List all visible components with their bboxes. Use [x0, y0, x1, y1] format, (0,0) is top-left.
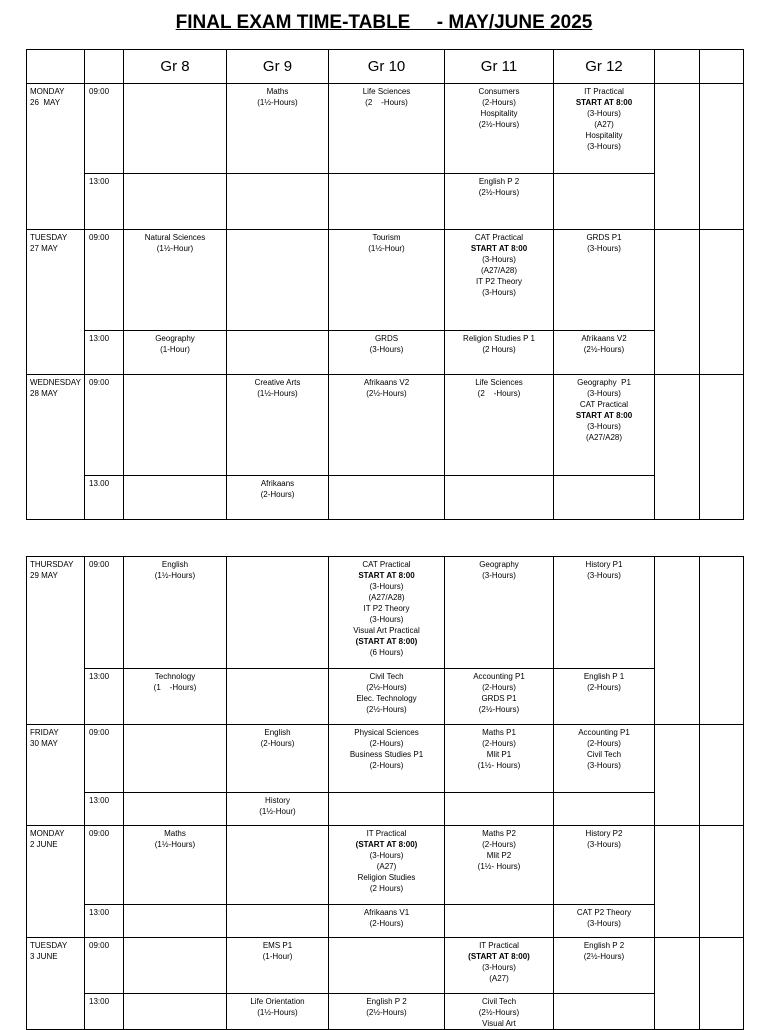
exam-line: EMS P1	[262, 941, 293, 950]
blank-column-cell	[700, 725, 744, 826]
blank-column-cell	[700, 938, 744, 1030]
exam-line: Accounting P1	[473, 672, 525, 681]
day-cell	[27, 230, 85, 375]
exam-line: English	[161, 560, 189, 569]
exam-line: Visual Art Practical	[353, 626, 420, 635]
exam-cell	[227, 557, 329, 669]
exam-line: Hospitality	[585, 131, 623, 140]
exam-line: CAT Practical	[362, 560, 411, 569]
exam-line: English P 2	[366, 997, 407, 1006]
exam-line: Maths	[266, 87, 289, 96]
exam-cell	[329, 557, 445, 669]
grade-header: Gr 10	[329, 50, 445, 84]
exam-line: (2½-Hours)	[366, 389, 407, 398]
header-empty-cell	[27, 50, 85, 84]
exam-line: (1½-Hours)	[257, 98, 298, 107]
day-cell	[27, 938, 85, 1030]
exam-line: CAT Practical	[579, 400, 629, 409]
exam-cell	[554, 793, 655, 826]
blank-column-cell	[655, 725, 700, 826]
exam-line: Afrikaans V2	[363, 378, 410, 387]
exam-cell	[124, 905, 227, 938]
exam-cell	[124, 84, 227, 174]
exam-line: Physical Sciences	[354, 728, 419, 737]
exam-line: (2-Hours)	[587, 683, 621, 692]
day-cell	[27, 725, 85, 826]
exam-line: (2½-Hours)	[478, 705, 520, 714]
exam-cell	[227, 793, 329, 826]
exam-cell	[124, 331, 227, 375]
exam-line: (3-Hours)	[587, 244, 621, 253]
exam-line: (2 -Hours)	[477, 389, 521, 398]
timetable-table-1	[26, 49, 744, 520]
table-row	[27, 826, 744, 905]
time-cell: 09:00	[85, 557, 124, 669]
exam-line: (3-Hours)	[369, 615, 404, 624]
table-row	[27, 331, 744, 375]
exam-line: (2-Hours)	[369, 739, 404, 748]
exam-line: Religion Studies P 1	[463, 334, 535, 343]
exam-line: IT Practical	[366, 829, 407, 838]
grade-header: Gr 12	[554, 50, 655, 84]
exam-line: (3-Hours)	[369, 851, 404, 860]
blank-column-cell	[700, 230, 744, 375]
exam-line: (2½-Hours)	[478, 188, 520, 197]
exam-line: GRDS	[374, 334, 399, 343]
exam-cell	[554, 331, 655, 375]
exam-line: Life Orientation	[250, 997, 305, 1006]
exam-line: CAT P2 Theory	[576, 908, 632, 917]
day-label: TUESDAY	[30, 233, 68, 242]
exam-line: (1½-Hours)	[154, 840, 196, 849]
exam-line: (2½-Hours)	[478, 1008, 520, 1017]
exam-cell	[124, 725, 227, 793]
exam-line: (2 -Hours)	[365, 98, 408, 107]
exam-line: (1½-Hour)	[259, 807, 296, 816]
blank-column-cell	[700, 84, 744, 230]
exam-line: IT P2 Theory	[476, 277, 522, 286]
exam-cell	[227, 331, 329, 375]
exam-line: Mlit P1	[486, 750, 512, 759]
exam-line: Afrikaans	[260, 479, 295, 488]
exam-line: START AT 8:00	[470, 244, 528, 253]
exam-line: (2½-Hours)	[366, 1008, 407, 1017]
exam-line: Geography	[155, 334, 195, 343]
exam-line: Elec. Technology	[356, 694, 417, 703]
exam-cell	[227, 84, 329, 174]
day-cell	[27, 826, 85, 938]
blank-column-cell	[655, 84, 700, 230]
table-row	[27, 174, 744, 230]
exam-line: History P2	[585, 829, 623, 838]
exam-line: CAT Practical	[474, 233, 524, 242]
exam-cell	[227, 725, 329, 793]
page-title: FINAL EXAM TIME-TABLE - MAY/JUNE 2025	[175, 12, 593, 33]
day-label: 28 MAY	[30, 389, 58, 398]
exam-line: (2½-Hours)	[583, 345, 625, 354]
exam-cell	[329, 331, 445, 375]
exam-line: (2-Hours)	[260, 739, 295, 748]
exam-line: GRDS P1	[481, 694, 517, 703]
time-cell: 09:00	[85, 230, 124, 331]
day-label: THURSDAY	[30, 560, 74, 569]
exam-line: (3-Hours)	[482, 571, 516, 580]
time-cell: 13:00	[85, 331, 124, 375]
exam-cell	[554, 994, 655, 1030]
grade-header: Gr 11	[445, 50, 554, 84]
exam-line: (2½-Hours)	[583, 952, 625, 961]
time-cell: 09:00	[85, 725, 124, 793]
exam-line: (A27/A28)	[368, 593, 405, 602]
day-label: 30 MAY	[30, 739, 58, 748]
exam-cell	[445, 331, 554, 375]
exam-line: (2-Hours)	[587, 739, 621, 748]
blank-column-cell	[655, 938, 700, 1030]
day-cell	[27, 84, 85, 230]
exam-cell	[445, 84, 554, 174]
exam-line: (1 -Hours)	[153, 683, 197, 692]
exam-line: (1½-Hours)	[154, 571, 196, 580]
exam-line: (START AT 8:00)	[468, 952, 530, 961]
day-label: FRIDAY	[30, 728, 59, 737]
exam-cell	[227, 938, 329, 994]
exam-line: (3-Hours)	[482, 963, 516, 972]
exam-line: (3-Hours)	[587, 389, 621, 398]
exam-cell	[124, 669, 227, 725]
exam-cell	[227, 826, 329, 905]
time-cell: 13.00	[85, 476, 124, 520]
day-label: 3 JUNE	[30, 952, 58, 961]
table-row	[27, 375, 744, 476]
exam-cell	[554, 84, 655, 174]
exam-line: Maths P1	[482, 728, 516, 737]
exam-line: IT Practical	[479, 941, 519, 950]
exam-cell	[329, 793, 445, 826]
table-row	[27, 557, 744, 669]
exam-cell	[124, 793, 227, 826]
table-row	[27, 669, 744, 725]
exam-line: (2½-Hours)	[366, 683, 407, 692]
exam-cell	[445, 557, 554, 669]
table-row	[27, 938, 744, 994]
exam-line: START AT 8:00	[575, 98, 633, 107]
exam-cell	[554, 557, 655, 669]
exam-cell	[445, 994, 554, 1030]
exam-line: (A27)	[594, 120, 614, 129]
exam-cell	[329, 174, 445, 230]
exam-line: (A27)	[489, 974, 509, 983]
exam-line: Maths	[164, 829, 186, 838]
exam-line: Afrikaans V1	[363, 908, 410, 917]
exam-line: (1½-Hours)	[257, 1008, 298, 1017]
exam-cell	[124, 938, 227, 994]
exam-cell	[445, 725, 554, 793]
exam-cell	[554, 174, 655, 230]
exam-cell	[445, 375, 554, 476]
exam-line: (2½-Hours)	[366, 705, 407, 714]
exam-line: IT Practical	[584, 87, 624, 96]
exam-cell	[445, 230, 554, 331]
blank-column-cell	[700, 826, 744, 938]
day-label: TUESDAY	[30, 941, 68, 950]
time-cell: 09:00	[85, 84, 124, 174]
exam-line: Accounting P1	[578, 728, 630, 737]
exam-line: (2-Hours)	[369, 919, 404, 928]
exam-cell	[554, 476, 655, 520]
exam-cell	[329, 725, 445, 793]
exam-line: Mlit P2	[486, 851, 512, 860]
exam-line: Technology	[154, 672, 196, 681]
exam-line: (A27/A28)	[480, 266, 518, 275]
exam-line: (START AT 8:00)	[355, 637, 418, 646]
exam-cell	[124, 826, 227, 905]
exam-cell	[329, 905, 445, 938]
table-row	[27, 476, 744, 520]
exam-line: (2 Hours)	[482, 345, 516, 354]
exam-cell	[227, 994, 329, 1030]
exam-line: (2-Hours)	[260, 490, 295, 499]
exam-line: Civil Tech	[369, 672, 404, 681]
exam-cell	[329, 669, 445, 725]
header-empty-cell	[655, 50, 700, 84]
exam-line: (1-Hour)	[262, 952, 293, 961]
exam-line: Life Sciences	[475, 378, 523, 387]
exam-line: Consumers	[478, 87, 520, 96]
exam-line: (1-Hour)	[160, 345, 190, 354]
blank-column-cell	[655, 557, 700, 725]
exam-line: English P 1	[583, 672, 625, 681]
exam-cell	[445, 905, 554, 938]
exam-cell	[445, 669, 554, 725]
day-label: 26 MAY	[30, 98, 61, 107]
exam-line: History	[265, 796, 290, 805]
table-row	[27, 994, 744, 1030]
exam-cell	[124, 375, 227, 476]
exam-line: (2-Hours)	[369, 761, 404, 770]
exam-cell	[329, 375, 445, 476]
exam-cell	[554, 905, 655, 938]
exam-line: (1½- Hours)	[477, 761, 521, 770]
exam-line: (2-Hours)	[482, 840, 516, 849]
exam-cell	[329, 476, 445, 520]
exam-line: (3-Hours)	[369, 345, 404, 354]
table-row	[27, 905, 744, 938]
exam-cell	[124, 230, 227, 331]
exam-cell	[329, 826, 445, 905]
exam-line: Geography P1	[577, 378, 631, 387]
day-label: 29 MAY	[30, 571, 58, 580]
exam-line: START AT 8:00	[575, 411, 633, 420]
exam-cell	[124, 994, 227, 1030]
exam-line: Afrikaans V2	[581, 334, 627, 343]
exam-cell	[329, 994, 445, 1030]
blank-column-cell	[655, 375, 700, 520]
exam-line: (1½-Hour)	[156, 244, 194, 253]
grade-header: Gr 9	[227, 50, 329, 84]
exam-cell	[329, 938, 445, 994]
exam-line: (START AT 8:00)	[355, 840, 418, 849]
time-cell: 09:00	[85, 938, 124, 994]
exam-line: (2½-Hours)	[478, 120, 520, 129]
exam-line: Life Sciences	[362, 87, 411, 96]
exam-line: (3-Hours)	[587, 422, 621, 431]
exam-cell	[329, 230, 445, 331]
exam-line: History P1	[585, 560, 623, 569]
exam-line: (2-Hours)	[482, 739, 516, 748]
exam-cell	[554, 375, 655, 476]
exam-line: GRDS P1	[586, 233, 622, 242]
exam-cell	[124, 476, 227, 520]
grade-header: Gr 8	[124, 50, 227, 84]
exam-line: (3-Hours)	[587, 840, 621, 849]
exam-line: (3-Hours)	[587, 571, 621, 580]
exam-line: (A27/A28)	[585, 433, 623, 442]
exam-line: (A27)	[376, 862, 397, 871]
table-row	[27, 793, 744, 826]
exam-line: (6 Hours)	[369, 648, 404, 657]
exam-line: IT P2 Theory	[363, 604, 410, 613]
exam-cell	[554, 230, 655, 331]
exam-line: START AT 8:00	[358, 571, 415, 580]
exam-cell	[227, 174, 329, 230]
exam-line: (3-Hours)	[587, 761, 621, 770]
exam-line: Natural Sciences	[144, 233, 206, 242]
exam-cell	[554, 938, 655, 994]
exam-line: Business Studies P1	[349, 750, 424, 759]
exam-cell	[227, 905, 329, 938]
exam-cell	[124, 174, 227, 230]
exam-line: English	[264, 728, 291, 737]
exam-line: Civil Tech	[586, 750, 622, 759]
blank-column-cell	[655, 230, 700, 375]
exam-line: (1½-Hour)	[368, 244, 405, 253]
time-cell: 09:00	[85, 826, 124, 905]
time-cell: 13:00	[85, 905, 124, 938]
exam-line: Geography	[479, 560, 519, 569]
exam-cell	[227, 375, 329, 476]
exam-line: Visual Art	[482, 1019, 516, 1028]
header-empty-cell	[85, 50, 124, 84]
time-cell: 13:00	[85, 669, 124, 725]
day-label: 2 JUNE	[30, 840, 58, 849]
day-cell	[27, 375, 85, 520]
time-cell: 13:00	[85, 994, 124, 1030]
exam-cell	[445, 174, 554, 230]
day-label: WEDNESDAY	[30, 378, 81, 387]
exam-line: Creative Arts	[254, 378, 301, 387]
blank-column-cell	[700, 375, 744, 520]
exam-line: (2-Hours)	[482, 98, 516, 107]
blank-column-cell	[700, 557, 744, 725]
table-row	[27, 725, 744, 793]
exam-line: Civil Tech	[481, 997, 517, 1006]
exam-line: (3-Hours)	[482, 255, 516, 264]
exam-cell	[227, 230, 329, 331]
exam-cell	[445, 826, 554, 905]
exam-line: Maths P2	[482, 829, 516, 838]
exam-cell	[227, 669, 329, 725]
exam-line: English P 2	[583, 941, 625, 950]
exam-line: (3-Hours)	[369, 582, 404, 591]
exam-line: (1½-Hours)	[257, 389, 298, 398]
day-cell	[27, 557, 85, 725]
exam-cell	[554, 826, 655, 905]
exam-line: (3-Hours)	[587, 109, 621, 118]
exam-line: Tourism	[372, 233, 401, 242]
exam-cell	[329, 84, 445, 174]
exam-line: Hospitality	[480, 109, 518, 118]
timetable-table-2	[26, 556, 744, 1030]
exam-line: (3-Hours)	[587, 142, 621, 151]
exam-cell	[445, 793, 554, 826]
exam-line: (1½- Hours)	[477, 862, 521, 871]
exam-cell	[445, 938, 554, 994]
table-row	[27, 84, 744, 174]
exam-cell	[227, 476, 329, 520]
exam-line: (2 Hours)	[369, 884, 404, 893]
exam-cell	[554, 725, 655, 793]
exam-line: Religion Studies	[357, 873, 416, 882]
exam-line: (2-Hours)	[482, 683, 516, 692]
exam-cell	[124, 557, 227, 669]
day-label: MONDAY	[30, 829, 65, 838]
exam-cell	[554, 669, 655, 725]
header-row	[27, 50, 744, 84]
time-cell: 13:00	[85, 793, 124, 826]
exam-line: (3-Hours)	[482, 288, 516, 297]
time-cell: 13:00	[85, 174, 124, 230]
exam-line: (3-Hours)	[587, 919, 621, 928]
table-row	[27, 230, 744, 331]
day-label: 27 MAY	[30, 244, 58, 253]
exam-line: English P 2	[478, 177, 520, 186]
header-empty-cell	[700, 50, 744, 84]
blank-column-cell	[655, 826, 700, 938]
exam-cell	[445, 476, 554, 520]
day-label: MONDAY	[30, 87, 65, 96]
time-cell: 09:00	[85, 375, 124, 476]
